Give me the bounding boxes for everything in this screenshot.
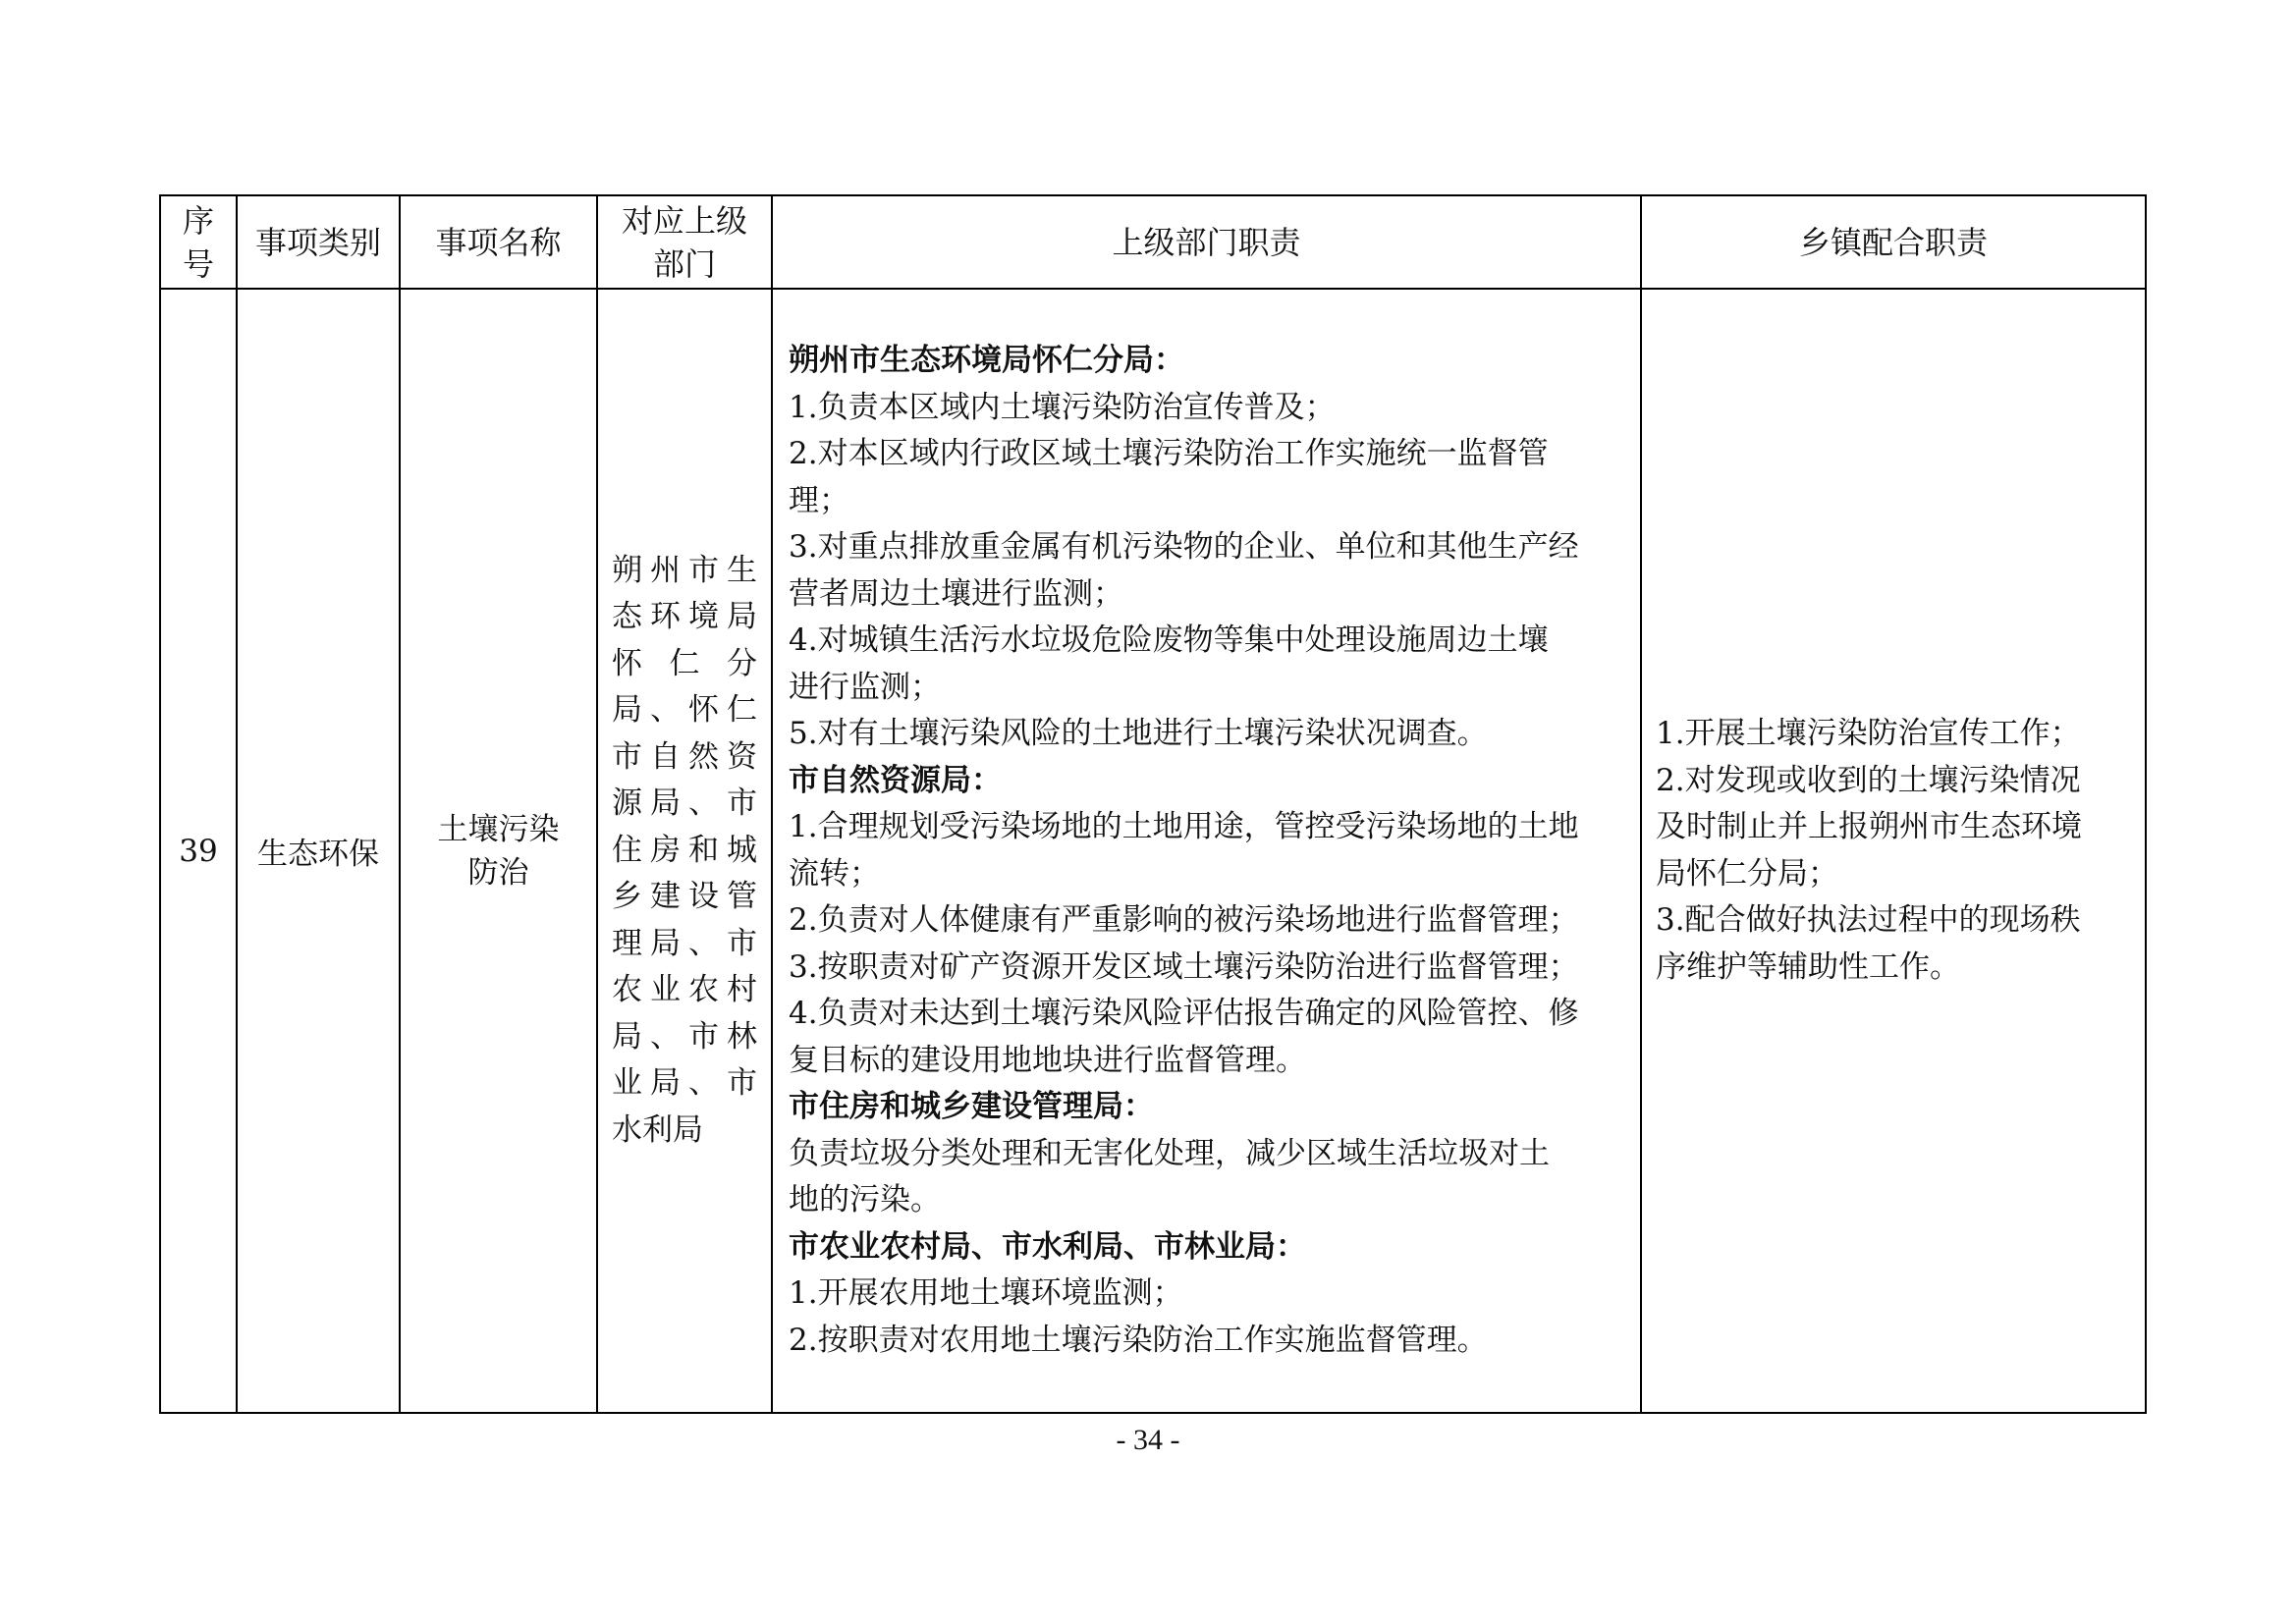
cell-serial-number: 39: [160, 289, 237, 1413]
header-township-duties: 乡镇配合职责: [1641, 195, 2146, 289]
duty-line: 1.合理规划受污染场地的土地用途，管控受污染场地的土地: [789, 809, 1579, 844]
coop-line: 1.开展土壤污染防治宣传工作；: [1656, 716, 2081, 751]
duty-line: 复目标的建设用地地块进行监督管理。: [789, 1042, 1306, 1078]
header-superior-duties: 上级部门职责: [772, 195, 1641, 289]
cell-item-name: 土壤污染 防治: [400, 289, 597, 1413]
header-superior-dept: 对应上级 部门: [597, 195, 772, 289]
duty-line: 2.负责对人体健康有严重影响的被污染场地进行监督管理；: [789, 902, 1579, 938]
coop-line: 及时制止并上报朔州市生态环境: [1656, 809, 2082, 844]
duty-heading: 市住房和城乡建设管理局：: [789, 1089, 1154, 1124]
page-number: - 34 -: [1116, 1424, 1180, 1456]
duty-heading: 市农业农村局、市水利局、市林业局：: [789, 1228, 1306, 1265]
duty-line: 1.开展农用地土壤环境监测；: [789, 1275, 1183, 1311]
duty-line: 理；: [789, 482, 849, 518]
coop-line: 序维护等辅助性工作。: [1656, 948, 1960, 985]
duty-line: 4.负责对未达到土壤污染风险评估报告确定的风险管控、修: [789, 996, 1579, 1031]
duty-line: 5.对有土壤污染风险的土地进行土壤污染状况调查。: [789, 716, 1488, 751]
duty-line: 进行监测；: [789, 669, 941, 705]
duty-line: 营者周边土壤进行监测；: [789, 575, 1123, 612]
duty-line: 2.按职责对农用地土壤污染防治工作实施监督管理。: [789, 1322, 1488, 1358]
duty-line: 地的污染。: [789, 1182, 941, 1217]
header-item-name: 事项名称: [400, 195, 597, 289]
responsibility-table: [159, 194, 2147, 1414]
duty-line: 1.负责本区域内土壤污染防治宣传普及；: [789, 389, 1336, 425]
cell-category: 生态环保: [237, 289, 400, 1413]
table-header-row: [160, 195, 2146, 289]
duty-line: 3.按职责对矿产资源开发区域土壤污染防治进行监督管理；: [789, 948, 1579, 985]
table-row: [160, 289, 2146, 1413]
cell-superior-duties: [772, 289, 1641, 1413]
duty-line: 3.对重点排放重金属有机污染物的企业、单位和其他生产经: [789, 529, 1579, 565]
duty-line: 4.对城镇生活污水垃圾危险废物等集中处理设施周边土壤: [789, 622, 1549, 658]
duty-line: 负责垃圾分类处理和无害化处理，减少区域生活垃圾对土: [789, 1135, 1550, 1171]
coop-line: 2.对发现或收到的土壤污染情况: [1656, 762, 2081, 798]
duty-heading: 市自然资源局：: [789, 762, 1002, 798]
header-serial-number: 序 号: [160, 195, 237, 289]
duty-line: 2.对本区域内行政区域土壤污染防治工作实施统一监督管: [789, 436, 1549, 471]
header-category: 事项类别: [237, 195, 400, 289]
cell-superior-dept: 朔州市生 态环境局 怀仁分 局、怀仁 市自然资 源局、市 住房和城 乡建设管 理局、市 农业农村 局、市林 业局、市 水利局: [597, 289, 772, 1413]
cell-township-duties: [1641, 289, 2146, 1413]
duty-line: 流转；: [789, 855, 880, 892]
duty-heading: 朔州市生态环境局怀仁分局：: [789, 343, 1184, 378]
coop-line: 3.配合做好执法过程中的现场秩: [1656, 902, 2081, 938]
coop-line: 局怀仁分局；: [1656, 855, 1838, 892]
